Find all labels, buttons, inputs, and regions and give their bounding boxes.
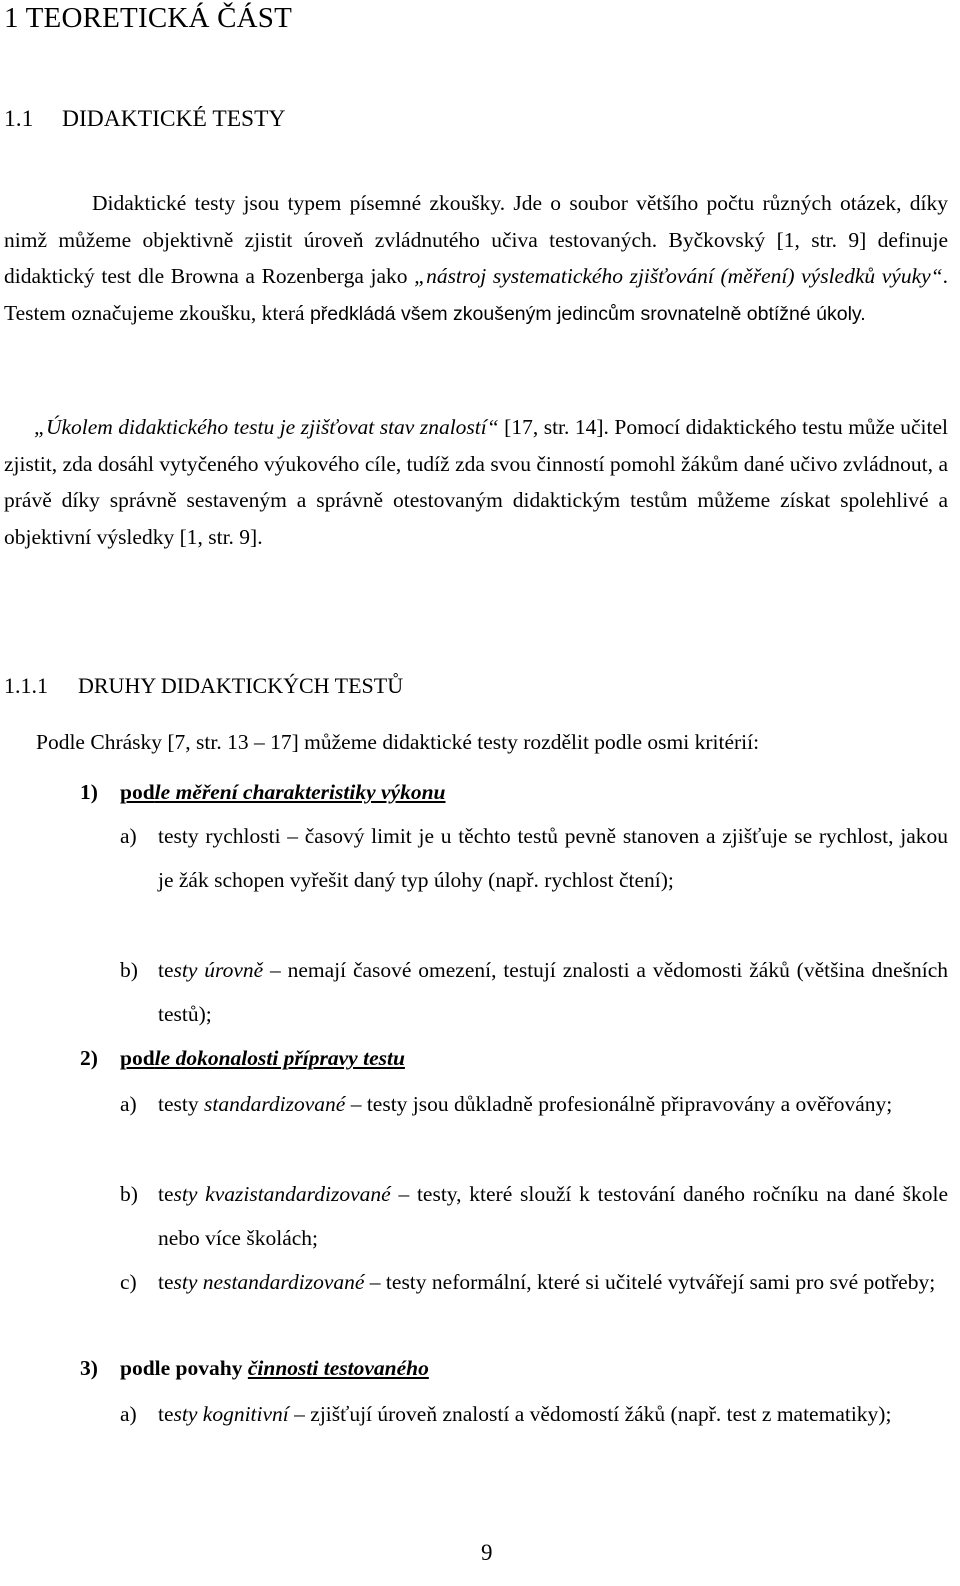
list-item (120, 948, 948, 1036)
criteria-intro: Podle Chrásky [7, str. 13 – 17] můžeme didaktické testy rozdělit podle osmi kritérií: (36, 730, 760, 754)
criterion-title: le měření charakteristiky výkonu (154, 780, 446, 804)
item-term: testy (158, 1092, 204, 1116)
list-item (120, 1172, 948, 1260)
item-description: – testy, které slouží k testování daného ročníku na dané škole nebo více školách; (158, 1182, 948, 1250)
list-item (120, 1392, 948, 1436)
list-item-letter: b) (120, 958, 138, 982)
criterion-title: činnosti testovaného (247, 1356, 429, 1380)
chapter-heading: 1 TEORETICKÁ ČÁST (4, 2, 293, 34)
paragraph-line: svou činností pomohl žákům dané učivo zvládnout, a právě díky správně sestaveným (4, 451, 948, 512)
item-description: – časový limit je u těchto testů pevně stanoven a zjišťuje se rychlost, jakou je žák schopen vyřešit daný typ úlohy (např. rychlost čtení); (158, 824, 948, 892)
criterion-number: 3) (80, 1356, 98, 1380)
quote-definition: systematického zjišťování (měření) výsledků výuky“ (492, 264, 943, 288)
page-number: 9 (481, 1540, 493, 1565)
list-item-letter: b) (120, 1182, 138, 1206)
subsection-heading (4, 673, 403, 699)
item-term-italic: standardizované (203, 1092, 346, 1116)
list-item-letter: a) (120, 824, 137, 848)
criterion-heading (80, 1046, 405, 1071)
item-term: te (158, 1270, 174, 1294)
list-item-text (158, 814, 948, 902)
paragraph-line: a správně otestovaným didaktickým testům můžeme získat spolehlivé a objektivní (4, 488, 948, 549)
list-item-letter: a) (120, 1402, 137, 1426)
criterion-number: 1) (80, 780, 98, 804)
list-item (120, 1082, 948, 1126)
list-item-text (158, 948, 948, 1036)
list-item-text (158, 1260, 948, 1304)
item-term-italic: sty kvazistandardizované (173, 1182, 391, 1206)
paragraph-line: didaktického testu může učitel zjistit, zda dosáhl vytyčeného výukového cíle, tudíž zda (4, 415, 948, 476)
item-term: testy rychlosti (158, 824, 281, 848)
list-item-letter: c) (120, 1270, 137, 1294)
item-description: – nemají časové omezení, testují znalosti a vědomosti žáků (většina dnešních testů); (158, 958, 948, 1026)
list-item-text (158, 1392, 948, 1436)
subsection-number: 1.1.1 (4, 673, 48, 698)
item-term-italic: sty úrovně (173, 958, 264, 982)
criterion-heading (80, 1356, 429, 1381)
paragraph-line: Didaktické testy jsou typem písemné zkoušky. Jde o soubor většího počtu různých (92, 191, 832, 215)
subsection-title: DRUHY DIDAKTICKÝCH TESTŮ (78, 673, 404, 698)
item-term: te (158, 958, 174, 982)
item-term: te (158, 1402, 174, 1426)
section-number: 1.1 (4, 106, 34, 132)
section-title: DIDAKTICKÉ TESTY (62, 106, 286, 132)
criterion-prefix: podle povahy (120, 1356, 248, 1380)
criterion-prefix: pod (120, 1046, 155, 1070)
paragraph-line: předkládá všem zkoušeným jedincům srovnatelně obtížné úkoly. (309, 302, 866, 325)
paragraph-line: Byčkovský [1, str. 9] definuje didaktický test dle Browna a Rozenberga jako (4, 227, 949, 288)
paragraph-line: . Testem označujeme zkoušku, která (4, 264, 948, 325)
item-term: te (158, 1182, 174, 1206)
paragraph-line: výsledky [1, str. 9]. (96, 524, 263, 549)
quote-purpose: „Úkolem didaktického testu je zjišťovat stav znalostí“ (34, 415, 499, 439)
list-item-text (158, 1172, 948, 1260)
paragraph-purpose (4, 409, 948, 555)
criterion-number: 2) (80, 1046, 98, 1070)
criterion-title: le dokonalosti přípravy testu (154, 1046, 405, 1070)
paragraph-line: otázek, díky nimž můžeme objektivně zjistit úroveň zvládnutého učiva testovaných. (4, 191, 948, 252)
item-term-italic: sty kognitivní (173, 1402, 289, 1426)
item-description: – testy neformální, které si učitelé vytvářejí sami pro své potřeby; (364, 1270, 936, 1294)
paragraph-definition (4, 185, 948, 332)
section-heading (4, 106, 285, 133)
list-item (120, 1260, 948, 1304)
list-item (120, 814, 948, 902)
quote-start: „nástroj (414, 264, 487, 288)
list-item-text (158, 1082, 948, 1126)
item-description: – zjišťují úroveň znalostí a vědomostí žáků (např. test z matematiky); (288, 1402, 892, 1426)
criterion-prefix: pod (120, 780, 155, 804)
item-description: – testy jsou důkladně profesionálně připravovány a ověřovány; (345, 1092, 893, 1116)
criterion-heading (80, 780, 446, 805)
paragraph-line: [17, str. 14]. Pomocí (498, 415, 681, 439)
list-item-letter: a) (120, 1092, 137, 1116)
item-term-italic: sty nestandardizované (173, 1270, 365, 1294)
